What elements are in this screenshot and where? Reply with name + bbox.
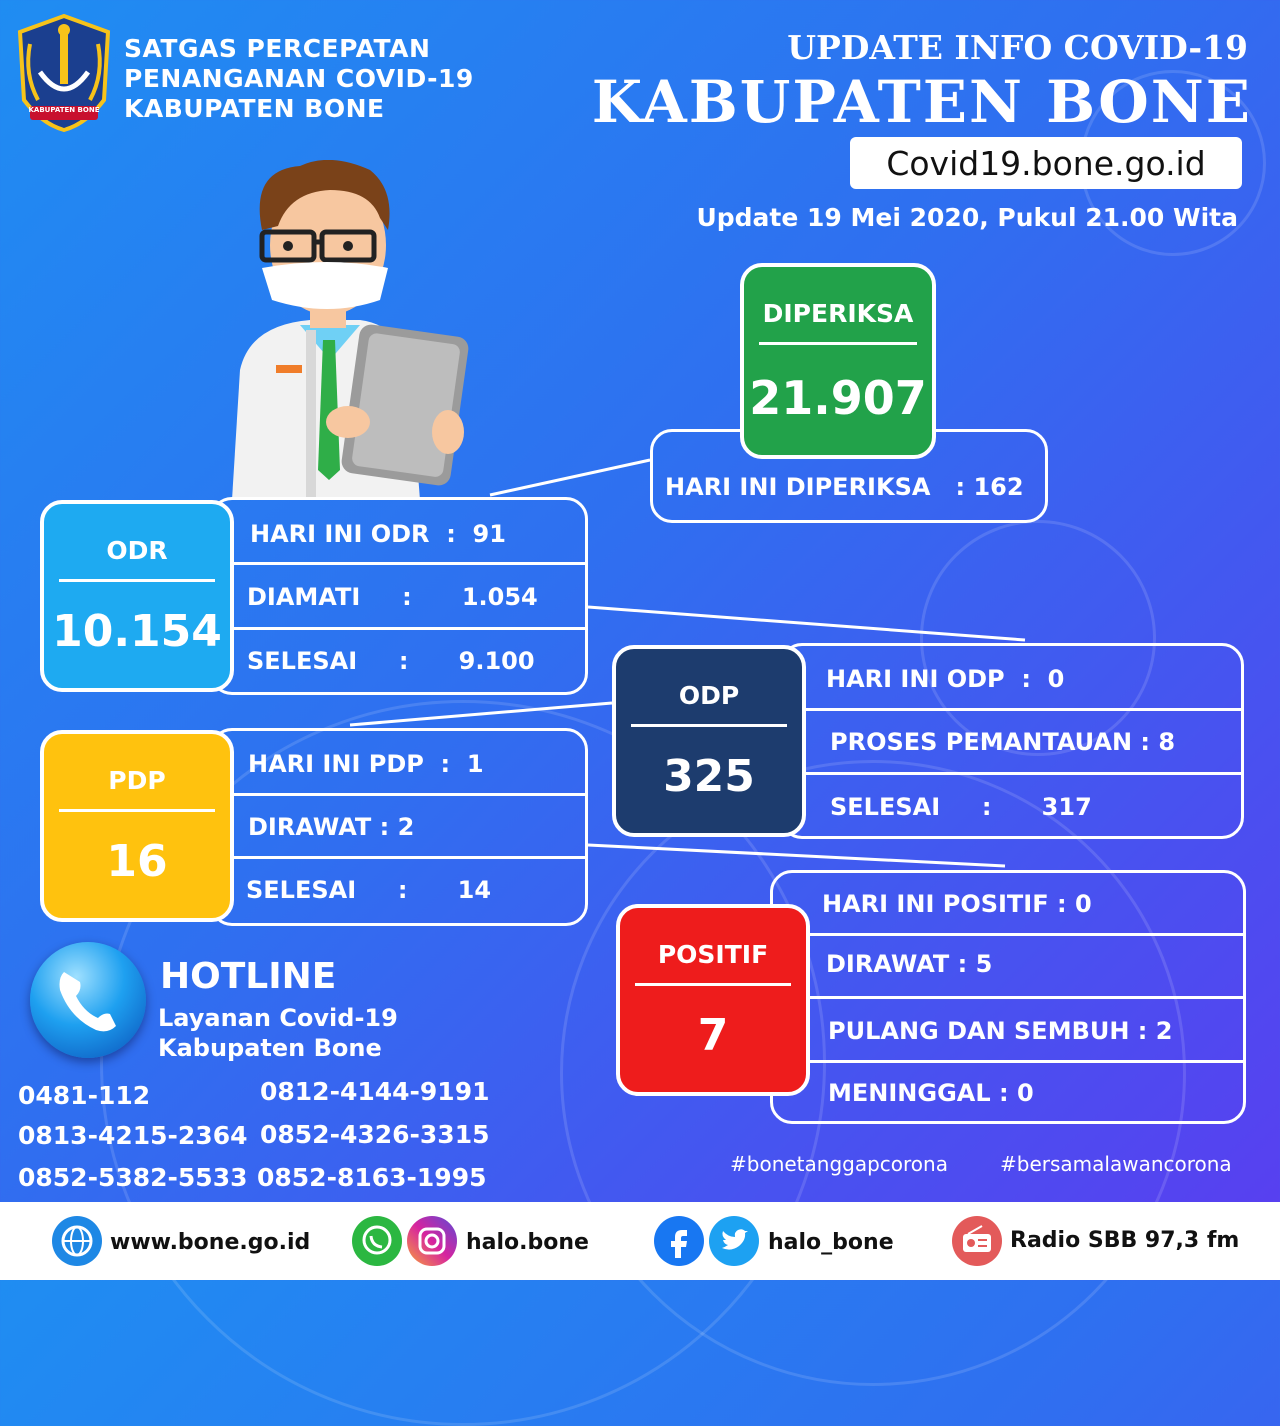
odp-finished: SELESAI : 317 [830, 793, 1092, 821]
odp-row-divider [806, 772, 1244, 775]
positif-today: HARI INI POSITIF : 0 [822, 890, 1092, 918]
instagram-icon [407, 1216, 457, 1266]
odp-divider [631, 724, 787, 727]
diperiksa-label: DIPERIKSA [762, 299, 914, 328]
diperiksa-value: 21.907 [749, 371, 927, 425]
pdp-row-divider [234, 793, 588, 796]
odr-divider [59, 579, 215, 582]
pdp-treated: DIRAWAT : 2 [248, 813, 415, 841]
pdp-value: 16 [106, 836, 168, 887]
odr-value: 10.154 [52, 606, 222, 657]
positif-row-divider [806, 1060, 1246, 1063]
positif-value: 7 [697, 1010, 729, 1061]
pdp-label: PDP [108, 766, 166, 795]
odp-card [612, 645, 806, 837]
odp-value: 325 [663, 751, 755, 802]
hotline-subtitle-1: Layanan Covid-19 [158, 1004, 398, 1032]
hotline-title: HOTLINE [160, 956, 337, 997]
positif-row-divider [806, 996, 1246, 999]
pdp-finished: SELESAI : 14 [246, 876, 492, 904]
hotline-number[interactable]: 0481-112 [18, 1081, 151, 1110]
hotline-number[interactable]: 0852-5382-5533 [18, 1163, 248, 1192]
odp-row-divider [806, 708, 1244, 711]
org-name-line1: SATGAS PERCEPATAN [124, 34, 431, 63]
update-timestamp: Update 19 Mei 2020, Pukul 21.00 Wita [696, 203, 1238, 232]
footer-wa-ig-handle[interactable]: halo.bone [466, 1230, 589, 1255]
diperiksa-card [740, 263, 936, 459]
positif-label: POSITIF [657, 940, 769, 969]
odr-card [40, 500, 234, 692]
region-title: KABUPATEN BONE [591, 68, 1252, 136]
positif-divider [635, 983, 791, 986]
facebook-icon [654, 1216, 704, 1266]
radio-icon [952, 1216, 1002, 1266]
positif-card [616, 904, 810, 1096]
hotline-subtitle-2: Kabupaten Bone [158, 1034, 382, 1062]
odp-label: ODP [678, 681, 740, 710]
pdp-row-divider [234, 856, 588, 859]
update-title: UPDATE INFO COVID-19 [787, 28, 1248, 67]
odr-finished: SELESAI : 9.100 [247, 647, 535, 675]
phone-icon [30, 942, 146, 1058]
globe-icon [52, 1216, 102, 1266]
odr-today: HARI INI ODR : 91 [250, 520, 506, 548]
odr-row-divider [234, 627, 588, 630]
covid-website-link[interactable]: Covid19.bone.go.id [850, 137, 1242, 189]
hotline-number[interactable]: 0852-4326-3315 [260, 1120, 490, 1149]
org-name-line2: PENANGANAN COVID-19 [124, 64, 474, 93]
diperiksa-divider [759, 342, 917, 345]
footer-fb-tw-handle[interactable]: halo_bone [768, 1230, 894, 1255]
twitter-icon [709, 1216, 759, 1266]
positif-deceased: MENINGGAL : 0 [828, 1079, 1034, 1107]
hotline-number[interactable]: 0852-8163-1995 [257, 1163, 487, 1192]
footer-website[interactable]: www.bone.go.id [110, 1230, 311, 1255]
footer-radio[interactable]: Radio SBB 97,3 fm [1010, 1228, 1240, 1253]
odr-label: ODR [106, 536, 168, 565]
whatsapp-icon [352, 1216, 402, 1266]
pdp-today: HARI INI PDP : 1 [248, 750, 484, 778]
pdp-divider [59, 809, 215, 812]
positif-row-divider [806, 933, 1246, 936]
hotline-phone-icon[interactable] [30, 942, 146, 1058]
footer-bar [0, 1202, 1280, 1280]
positif-recovered: PULANG DAN SEMBUH : 2 [828, 1017, 1173, 1045]
logo-caption: KABUPATEN BONE [28, 106, 100, 114]
pdp-card [40, 730, 234, 922]
odp-monitoring: PROSES PEMANTAUAN : 8 [830, 728, 1176, 756]
hotline-number[interactable]: 0812-4144-9191 [260, 1077, 490, 1106]
hashtag-bone-tanggap: #bonetanggapcorona [730, 1152, 948, 1176]
positif-treated: DIRAWAT : 5 [826, 950, 993, 978]
org-name-line3: KABUPATEN BONE [124, 94, 385, 123]
hashtag-bersama-lawan: #bersamalawancorona [1000, 1152, 1232, 1176]
diperiksa-today: HARI INI DIPERIKSA : 162 [665, 473, 1024, 501]
odr-row-divider [234, 562, 588, 565]
odp-today: HARI INI ODP : 0 [826, 665, 1065, 693]
odr-observed: DIAMATI : 1.054 [247, 583, 538, 611]
hotline-number[interactable]: 0813-4215-2364 [18, 1121, 248, 1150]
